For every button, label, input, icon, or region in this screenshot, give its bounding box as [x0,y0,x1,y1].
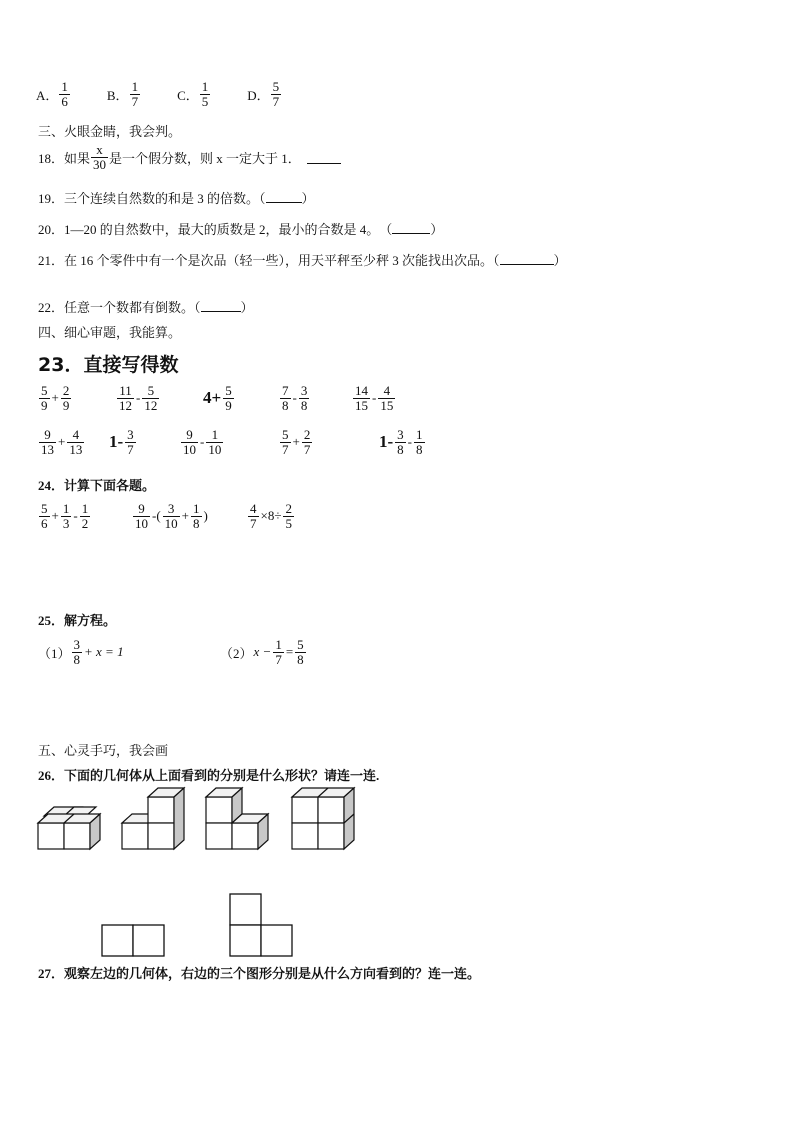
q23-r1-e5: $\frac{14}{15}$ - $\frac{4}{15}$ [355,383,394,413]
solid-4[interactable] [292,788,354,849]
top-view-two-squares[interactable] [102,925,164,956]
q18-answer-blank[interactable] [307,151,341,164]
option-d-label: D． [247,87,270,103]
q22-close: ） [240,300,254,315]
option-b-label: B． [106,87,129,103]
question-27: 27．观察左边的几何体，右边的三个图形分别是从什么方向看到的？连一连。 [38,966,481,981]
q23-r2-e5: 1- $\frac{3}{8}$ - $\frac{1}{8}$ [379,427,423,457]
q23-r2-e2: 1- $\frac{3}{7}$ [109,427,134,457]
option-a-label: A． [36,87,59,103]
q19-answer-blank[interactable] [266,190,302,203]
q20-answer-blank[interactable] [392,221,430,234]
q22-text: 22．任意一个数都有倒数。（ [38,300,201,315]
q23-r2-e4: $\frac{5}{7}$ + $\frac{2}{7}$ [282,427,311,457]
q18-prefix: 18．如果 [38,150,91,166]
q20-text: 20．1—20 的自然数中，最大的质数是 2，最小的合数是 4。 （ [38,222,393,237]
question-19 [38,188,315,207]
option-a-fraction: $\frac{1}{6}$ [61,79,68,109]
q26-solids-figure [30,785,370,860]
option-d[interactable] [247,80,282,108]
option-c-fraction: $\frac{1}{5}$ [201,79,209,109]
q24-e1: $\frac{5}{6}$ + $\frac{1}{3}$ - $\frac{1}{2}$ [41,501,89,531]
question-20 [38,219,443,238]
option-c[interactable] [177,80,211,108]
q23-r2-e3: $\frac{9}{10}$ - $\frac{1}{10}$ [183,427,222,457]
q25-p1: （1） $\frac{3}{8}$ + x = 1 [38,637,124,667]
question-18 [38,143,341,171]
q21-text: 21．在 16 个零件中有一个是次品（轻一些），用天平秤至少秤 3 次能找出次品。（ [38,253,500,268]
q24-title: 24．计算下面各题。 [38,478,156,493]
q24-e3: $\frac{4}{7}$ ×8÷ $\frac{2}{5}$ [250,501,292,531]
q24-e2: $\frac{9}{10}$ -( $\frac{3}{10}$ + $\frac{1}{8}$ ) [135,501,208,531]
q23-r1-e4: $\frac{7}{8}$ - $\frac{3}{8}$ [282,383,308,413]
q23-title: 23．直接写得数 [38,354,179,376]
question-26: 26．下面的几何体从上面看到的分别是什么形状？请连一连. [38,768,380,783]
option-a[interactable] [36,80,71,108]
section-5-title: 五、心灵手巧，我会画 [38,743,169,758]
q26-top-views [95,890,300,960]
q23-r1-e2: $\frac{11}{12}$ - $\frac{5}{12}$ [119,383,158,413]
section-3-title: 三、火眼金睛，我会判。 [38,124,182,139]
q22-answer-blank[interactable] [201,299,241,312]
q25-title: 25．解方程。 [38,613,117,628]
q23-r1-e1: $\frac{5}{9}$ + $\frac{2}{9}$ [41,383,70,413]
option-b[interactable] [107,80,141,108]
top-view-l-shape[interactable] [230,894,292,956]
q19-close: ） [301,191,315,206]
q18-fraction: $\frac{x}{30}$ [93,142,107,172]
q19-text: 19．三个连续自然数的和是 3 的倍数。（ [38,191,266,206]
solid-1[interactable] [38,807,100,849]
question-22 [38,297,254,316]
q23-r2-e1: $\frac{9}{13}$ + $\frac{4}{13}$ [41,427,83,457]
option-b-fraction: $\frac{1}{7}$ [131,79,139,109]
q25-p2: （2） x − $\frac{1}{7}$ = $\frac{5}{8}$ [220,637,304,667]
q21-answer-blank[interactable] [500,252,554,265]
q21-close: ） [553,253,567,268]
option-c-label: C． [177,87,199,103]
choice-options [36,80,282,108]
q23-r1-e3: 4+ $\frac{5}{9}$ [203,383,232,413]
q18-suffix: 是一个假分数，则 x 一定大于 1． [109,150,301,166]
q20-close: ） [430,222,444,237]
solid-3[interactable] [206,788,268,849]
solid-2[interactable] [122,788,184,849]
section-4-title: 四、细心审题，我能算。 [38,325,182,340]
option-d-fraction: $\frac{5}{7}$ [272,79,280,109]
question-21 [38,250,567,269]
